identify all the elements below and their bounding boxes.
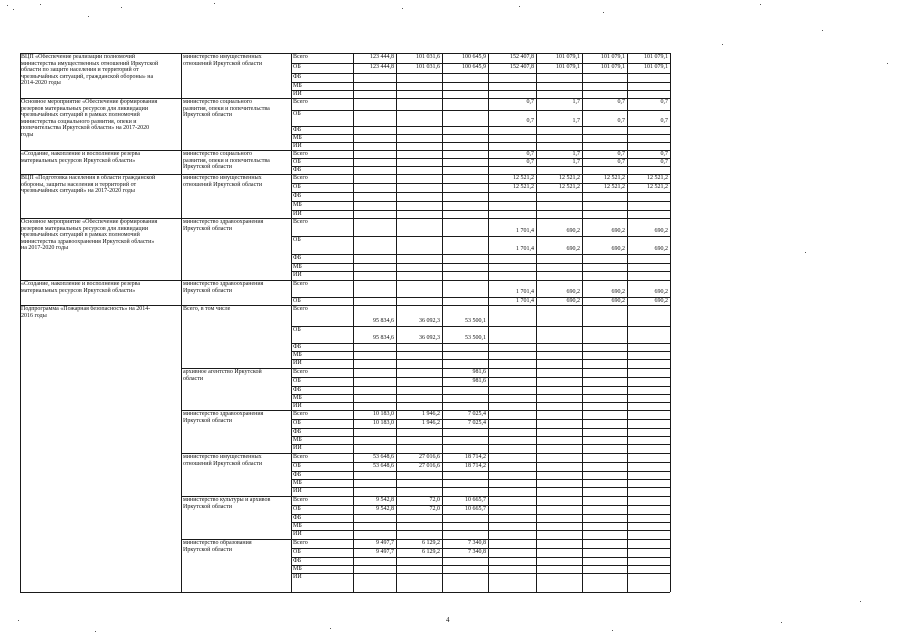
- scan-speck: [18, 620, 19, 621]
- executor-name-line: отношений Иркутской области: [183, 181, 263, 188]
- budget-value-cell: 152 407,8: [510, 54, 534, 60]
- program-name-line: 2014-2020 годы: [21, 80, 61, 87]
- row-rule: [291, 394, 670, 395]
- budget-value-cell: 12 521,2: [559, 184, 580, 190]
- funding-source-label: Всего: [293, 454, 308, 460]
- budget-value-cell: 101 079,1: [556, 54, 580, 60]
- funding-source-label: ОБ: [293, 378, 301, 384]
- budget-value-cell: 690,2: [654, 289, 668, 295]
- scan-speck: [887, 63, 888, 64]
- funding-source-label: ИИ: [293, 360, 302, 366]
- row-rule: [291, 522, 670, 523]
- budget-value-cell: 7 340,8: [468, 540, 486, 546]
- row-rule: [291, 90, 670, 91]
- funding-source-label: Всего: [293, 219, 308, 225]
- funding-source-label: ФБ: [293, 429, 302, 435]
- executor-name-line: министерство социального: [183, 99, 253, 105]
- funding-source-label: Всего: [293, 54, 308, 60]
- funding-source-label: ИИ: [293, 403, 302, 409]
- row-rule: [291, 271, 670, 272]
- scan-speck: [214, 3, 215, 4]
- scan-speck: [88, 16, 89, 17]
- budget-value-cell: 18 714,2: [465, 463, 486, 469]
- row-rule: [291, 134, 670, 135]
- executor-name-line: развития, опеки и попечительства: [183, 157, 270, 164]
- funding-source-label: ОБ: [293, 184, 301, 190]
- funding-source-label: Всего: [293, 411, 308, 417]
- column-rule: [181, 53, 182, 592]
- budget-value-cell: 690,2: [654, 298, 668, 304]
- executor-name-line: министерство имущественных: [183, 175, 262, 181]
- row-rule: [291, 236, 670, 237]
- executor-name-line: Иркутской области: [183, 225, 232, 232]
- scan-speck: [760, 4, 761, 5]
- budget-value-cell: 1,7: [572, 151, 580, 157]
- row-rule: [291, 254, 670, 255]
- budget-value-cell: 1 701,4: [516, 289, 534, 295]
- budget-value-cell: 9 497,7: [376, 549, 394, 555]
- funding-source-label: ОБ: [293, 420, 301, 426]
- budget-value-cell: 1 946,2: [422, 420, 440, 426]
- budget-value-cell: 53 648,6: [373, 463, 394, 469]
- budget-value-cell: 690,2: [566, 228, 580, 234]
- budget-value-cell: 0,7: [526, 99, 534, 105]
- program-name-line: 2016 годы: [21, 312, 47, 319]
- funding-source-label: ФБ: [293, 255, 302, 261]
- budget-value-cell: 53 500,1: [465, 335, 486, 341]
- executor-name-line: архивное агентство Иркутской: [183, 369, 262, 375]
- row-rule: [291, 166, 670, 167]
- program-name-line: попечительства Иркутской области» на 2017-2020: [21, 125, 150, 132]
- budget-value-cell: 53 648,6: [373, 454, 394, 460]
- budget-value-cell: 1 701,4: [516, 246, 534, 252]
- funding-source-label: ИИ: [293, 91, 302, 97]
- executor-name-line: Иркутской области: [183, 164, 232, 171]
- row-rule: [291, 530, 670, 531]
- row-rule: [291, 444, 670, 445]
- program-name-line: министерства социального развития, опеки и: [21, 118, 137, 125]
- scan-speck: [612, 630, 613, 631]
- budget-value-cell: 27 016,6: [419, 454, 440, 460]
- row-rule: [291, 351, 670, 352]
- row-rule: [291, 326, 670, 327]
- budget-value-cell: 101 079,1: [644, 54, 668, 60]
- program-name-line: Подпрограмма «Пожарная безопасность» на 2014-: [21, 306, 151, 312]
- budget-value-cell: 10 183,0: [373, 411, 394, 417]
- executor-name-line: министерство образования: [183, 540, 252, 546]
- row-rule: [291, 386, 670, 387]
- budget-value-cell: 12 521,2: [513, 175, 534, 181]
- row-rule: [291, 192, 670, 193]
- funding-source-label: МБ: [293, 523, 302, 529]
- executor-name-line: министерство здравоохранения: [183, 219, 264, 225]
- budget-value-cell: 1 701,4: [516, 298, 534, 304]
- funding-source-label: ОБ: [293, 549, 301, 555]
- budget-value-cell: 0,7: [526, 118, 534, 124]
- row-rule: [291, 73, 670, 74]
- program-name-line: чрезвычайных ситуаций, гражданской обороны» на: [21, 73, 154, 80]
- budget-value-cell: 10 183,0: [373, 420, 394, 426]
- funding-source-label: Всего: [293, 540, 308, 546]
- funding-source-label: ИИ: [293, 272, 302, 278]
- executor-name-line: Иркутской области: [183, 287, 232, 294]
- program-name-line: резервов материальных ресурсов для ликвидации: [21, 105, 149, 112]
- executor-name-line: развития, опеки и попечительства: [183, 105, 270, 112]
- program-name-line: материальных ресурсов Иркутской области»: [21, 157, 136, 164]
- budget-value-cell: 0,7: [617, 159, 625, 165]
- funding-source-label: Всего: [293, 281, 308, 287]
- funding-source-label: ИИ: [293, 211, 302, 217]
- program-name-line: «Создание, накопление и восполнение резерва: [21, 151, 141, 157]
- row-rule: [291, 82, 670, 83]
- executor-name-line: министерство имущественных: [183, 54, 262, 60]
- funding-source-label: МБ: [293, 83, 302, 89]
- program-name-line: министерства здравоохранения Иркутской области»: [21, 238, 155, 245]
- funding-source-label: ОБ: [293, 463, 301, 469]
- row-rule: [291, 471, 670, 472]
- program-name-line: ВЦП «Подготовка населения в области гражданской: [21, 175, 156, 181]
- budget-value-cell: 101 079,1: [556, 64, 580, 70]
- executor-name-line: министерство здравоохранения: [183, 411, 264, 417]
- funding-source-label: ФБ: [293, 472, 302, 478]
- budget-value-cell: 72,0: [429, 497, 440, 503]
- budget-value-cell: 101 079,1: [601, 64, 625, 70]
- budget-value-cell: 690,2: [654, 228, 668, 234]
- program-name-line: чрезвычайных ситуаций в рамках полномочий: [21, 232, 140, 239]
- scan-speck: [519, 6, 520, 7]
- program-name-line: резервов материальных ресурсов для ликвидации: [21, 225, 149, 232]
- funding-source-label: ФБ: [293, 167, 302, 173]
- executor-name-line: Иркутской области: [183, 112, 232, 119]
- budget-value-cell: 12 521,2: [647, 184, 668, 190]
- executor-name-line: министерство здравоохранения: [183, 281, 264, 287]
- budget-value-cell: 100 645,9: [462, 54, 486, 60]
- funding-source-label: ФБ: [293, 558, 302, 564]
- funding-source-label: ФБ: [293, 127, 302, 133]
- executor-name-line: Иркутской области: [183, 417, 232, 424]
- funding-source-label: Всего: [293, 151, 308, 157]
- budget-value-cell: 0,7: [617, 118, 625, 124]
- scan-speck: [822, 30, 823, 31]
- funding-source-label: ОБ: [293, 159, 301, 165]
- budget-value-cell: 0,7: [660, 118, 668, 124]
- funding-source-label: ИИ: [293, 574, 302, 580]
- budget-value-cell: 690,2: [566, 246, 580, 252]
- budget-value-cell: 6 129,2: [422, 540, 440, 546]
- funding-source-label: МБ: [293, 352, 302, 358]
- budget-value-cell: 0,7: [526, 159, 534, 165]
- row-rule: [291, 210, 670, 211]
- scan-speck: [95, 631, 96, 632]
- funding-source-label: ФБ: [293, 193, 302, 199]
- budget-value-cell: 9 497,7: [376, 540, 394, 546]
- scan-speck: [603, 12, 604, 13]
- budget-value-cell: 6 129,2: [422, 549, 440, 555]
- budget-value-cell: 95 834,6: [373, 318, 394, 324]
- scan-speck: [40, 4, 41, 5]
- executor-name-line: Всего, в том числе: [183, 306, 231, 312]
- budget-value-cell: 10 665,7: [465, 506, 486, 512]
- budget-value-cell: 981,6: [472, 369, 486, 375]
- budget-value-cell: 36 092,3: [419, 335, 440, 341]
- scan-speck: [13, 9, 14, 10]
- row-rule: [291, 218, 670, 219]
- funding-source-label: МБ: [293, 566, 302, 572]
- budget-value-cell: 123 444,8: [370, 64, 394, 70]
- budget-value-cell: 0,7: [617, 151, 625, 157]
- program-name-line: на 2017-2020 годы: [21, 245, 69, 252]
- row-rule: [291, 305, 670, 306]
- scan-speck: [402, 8, 403, 9]
- budget-value-cell: 1,7: [572, 118, 580, 124]
- funding-source-label: ФБ: [293, 387, 302, 393]
- row-rule: [291, 402, 670, 403]
- executor-name-line: министерство культуры и архивов: [183, 497, 271, 503]
- funding-source-label: МБ: [293, 264, 302, 270]
- program-name-line: ВЦП «Обеспечение реализации полномочий: [21, 54, 136, 60]
- program-name-line: материальных ресурсов Иркутской области»: [21, 287, 136, 294]
- budget-value-cell: 1,7: [572, 99, 580, 105]
- budget-value-cell: 0,7: [526, 151, 534, 157]
- program-name-line: чрезвычайных ситуаций в рамках полномочий: [21, 112, 140, 119]
- budget-value-cell: 7 025,4: [468, 411, 486, 417]
- executor-name-line: отношений Иркутской области: [183, 460, 263, 467]
- funding-source-label: ОБ: [293, 237, 301, 243]
- funding-source-label: ИИ: [293, 531, 302, 537]
- funding-source-label: ИИ: [293, 488, 302, 494]
- budget-value-cell: 0,7: [660, 159, 668, 165]
- scan-speck: [805, 252, 806, 253]
- executor-name-line: министерство социального: [183, 151, 253, 157]
- funding-source-label: МБ: [293, 437, 302, 443]
- program-name-line: обороны, защиты населения и территорий от: [21, 181, 137, 188]
- budget-value-cell: 9 542,8: [376, 506, 394, 512]
- budget-value-cell: 9 542,8: [376, 497, 394, 503]
- row-rule: [291, 263, 670, 264]
- funding-source-label: Всего: [293, 99, 308, 105]
- budget-value-cell: 690,2: [566, 298, 580, 304]
- budget-value-cell: 690,2: [611, 289, 625, 295]
- budget-value-cell: 0,7: [617, 99, 625, 105]
- budget-value-cell: 101 079,1: [601, 54, 625, 60]
- funding-source-label: МБ: [293, 395, 302, 401]
- row-rule: [291, 514, 670, 515]
- budget-value-cell: 690,2: [611, 246, 625, 252]
- scan-speck: [7, 5, 8, 6]
- budget-value-cell: 101 079,1: [644, 64, 668, 70]
- funding-source-label: ИИ: [293, 143, 302, 149]
- funding-source-label: ОБ: [293, 64, 301, 70]
- row-rule: [291, 110, 670, 111]
- funding-source-label: МБ: [293, 480, 302, 486]
- program-name-line: годы: [21, 132, 34, 138]
- budget-value-cell: 12 521,2: [513, 184, 534, 190]
- budget-value-cell: 123 444,8: [370, 54, 394, 60]
- budget-value-cell: 101 031,6: [416, 54, 440, 60]
- row-rule: [291, 487, 670, 488]
- row-rule: [291, 126, 670, 127]
- scan-speck: [860, 601, 861, 602]
- executor-name-line: отношений Иркутской области: [183, 60, 263, 67]
- budget-value-cell: 18 714,2: [465, 454, 486, 460]
- scan-speck: [722, 44, 723, 45]
- funding-source-label: ОБ: [293, 111, 301, 117]
- row-rule: [291, 479, 670, 480]
- executor-name-line: Иркутской области: [183, 503, 232, 510]
- budget-value-cell: 1,7: [572, 159, 580, 165]
- row-rule: [291, 142, 670, 143]
- row-rule: [291, 436, 670, 437]
- row-rule: [291, 428, 670, 429]
- budget-value-cell: 1 701,4: [516, 228, 534, 234]
- funding-source-label: ОБ: [293, 298, 301, 304]
- funding-source-label: Всего: [293, 175, 308, 181]
- funding-source-label: ОБ: [293, 327, 301, 333]
- funding-source-label: Всего: [293, 497, 308, 503]
- budget-value-cell: 0,7: [660, 99, 668, 105]
- executor-name-line: Иркутской области: [183, 546, 232, 553]
- funding-source-label: ФБ: [293, 515, 302, 521]
- budget-value-cell: 12 521,2: [604, 175, 625, 181]
- budget-value-cell: 690,2: [611, 298, 625, 304]
- row-rule: [20, 592, 670, 593]
- budget-value-cell: 95 834,6: [373, 335, 394, 341]
- budget-value-cell: 36 092,3: [419, 318, 440, 324]
- budget-value-cell: 12 521,2: [559, 175, 580, 181]
- budget-value-cell: 12 521,2: [647, 175, 668, 181]
- budget-value-cell: 690,2: [566, 289, 580, 295]
- budget-value-cell: 981,6: [472, 378, 486, 384]
- row-rule: [291, 280, 670, 281]
- funding-source-label: ФБ: [293, 74, 302, 80]
- row-rule: [291, 565, 670, 566]
- executor-name-line: министерство имущественных: [183, 454, 262, 460]
- row-rule: [291, 359, 670, 360]
- executor-name-line: области: [183, 375, 204, 382]
- funding-source-label: Всего: [293, 306, 308, 312]
- program-name-line: министерства имущественных отношений Иркутской: [21, 60, 159, 67]
- row-rule: [291, 557, 670, 558]
- budget-value-cell: 0,7: [660, 151, 668, 157]
- row-rule: [291, 201, 670, 202]
- funding-source-label: МБ: [293, 202, 302, 208]
- budget-value-cell: 152 407,8: [510, 64, 534, 70]
- page-number: 4: [446, 616, 450, 624]
- program-name-line: «Создание, накопление и восполнение резерва: [21, 281, 141, 287]
- column-rule: [670, 53, 671, 592]
- program-name-line: области по защите населения и территорий от: [21, 67, 139, 74]
- funding-source-label: ИИ: [293, 445, 302, 451]
- funding-source-label: МБ: [293, 135, 302, 141]
- budget-value-cell: 12 521,2: [604, 184, 625, 190]
- budget-value-cell: 53 500,1: [465, 318, 486, 324]
- row-rule: [291, 573, 670, 574]
- scan-speck: [781, 622, 782, 623]
- funding-source-label: ФБ: [293, 344, 302, 350]
- budget-value-cell: 690,2: [654, 246, 668, 252]
- budget-value-cell: 101 031,6: [416, 64, 440, 70]
- budget-value-cell: 10 665,7: [465, 497, 486, 503]
- budget-value-cell: 7 340,8: [468, 549, 486, 555]
- program-name-line: Основное мероприятие «Обеспечение формирования: [21, 219, 158, 225]
- budget-value-cell: 690,2: [611, 228, 625, 234]
- budget-value-cell: 7 025,4: [468, 420, 486, 426]
- scan-speck: [330, 628, 331, 629]
- funding-source-label: ОБ: [293, 506, 301, 512]
- funding-source-label: Всего: [293, 369, 308, 375]
- program-name-line: чрезвычайных ситуаций» на 2017-2020 годы: [21, 188, 135, 195]
- budget-value-cell: 100 645,9: [462, 64, 486, 70]
- row-rule: [291, 343, 670, 344]
- budget-value-cell: 1 946,2: [422, 411, 440, 417]
- budget-value-cell: 72,0: [429, 506, 440, 512]
- program-name-line: Основное мероприятие «Обеспечение формирования: [21, 99, 158, 105]
- scan-speck: [121, 7, 122, 8]
- budget-value-cell: 27 016,6: [419, 463, 440, 469]
